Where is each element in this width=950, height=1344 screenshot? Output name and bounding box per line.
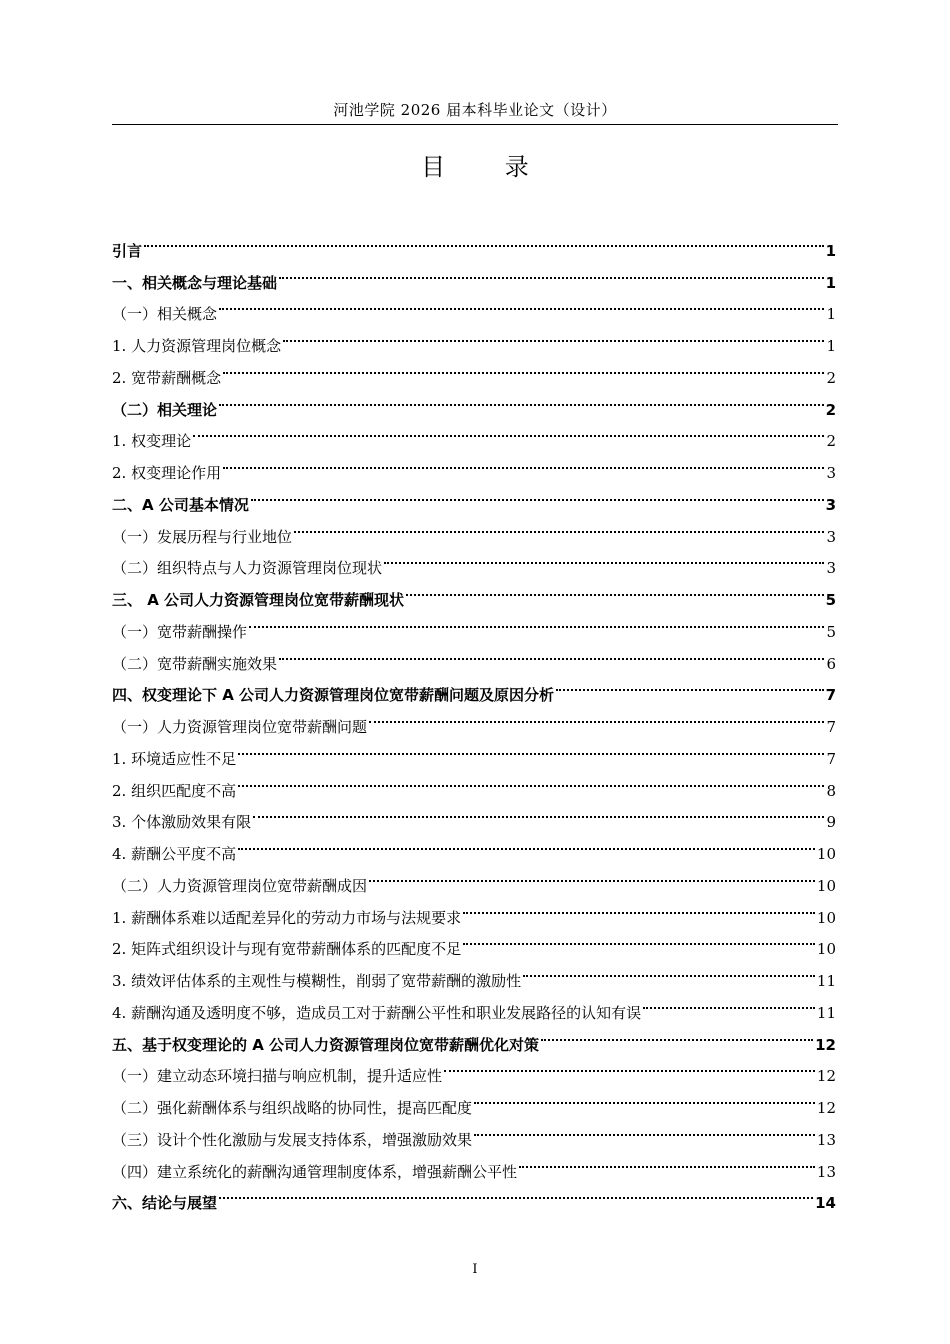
toc-leader-dots (369, 859, 815, 891)
toc-entry-label: 1. 环境适应性不足 (112, 749, 237, 768)
toc-leader-dots (219, 288, 824, 320)
toc-entry-page: 3 (826, 559, 836, 578)
toc-entry-label: 4. 薪酬公平度不高 (112, 845, 237, 863)
toc-entry-label: 3. 绩效评估体系的主观性与模糊性，削弱了宽带薪酬的激励性 (112, 972, 522, 990)
page-number: I (472, 1262, 478, 1277)
toc-entry-page: 13 (816, 1162, 836, 1181)
header-rule (112, 124, 838, 125)
toc-entry-page: 1 (826, 337, 836, 355)
toc-entry-page: 2 (825, 400, 836, 419)
toc-entry-page: 10 (816, 845, 836, 863)
toc-entry-label: 五、基于权变理论的 A 公司人力资源管理岗位宽带薪酬优化对策 (112, 1035, 540, 1054)
toc-leader-dots (556, 669, 824, 701)
toc-entry[interactable] (112, 446, 836, 482)
toc-entry-page: 7 (826, 718, 836, 736)
toc-entry-label: （一）发展历程与行业地位 (112, 527, 293, 546)
toc-entry[interactable] (112, 415, 836, 451)
toc-leader-dots (444, 1050, 815, 1082)
toc-leader-dots (251, 478, 824, 510)
toc-leader-dots (193, 415, 824, 447)
table-of-contents (112, 224, 836, 1213)
toc-entry-label: 4. 薪酬沟通及透明度不够，造成员工对于薪酬公平性和职业发展路径的认知有误 (112, 1003, 642, 1022)
toc-entry[interactable] (112, 319, 836, 355)
toc-entry-label: 2. 组织匹配度不高 (112, 781, 237, 800)
toc-entry-label: （二）强化薪酬体系与组织战略的协同性，提高匹配度 (112, 1099, 473, 1117)
toc-entry-label: （二）相关理论 (112, 400, 218, 419)
toc-title: 目 录 (421, 153, 555, 181)
toc-leader-dots (406, 573, 824, 605)
toc-entry-label: 四、权变理论下 A 公司人力资源管理岗位宽带薪酬问题及原因分析 (112, 686, 555, 705)
toc-leader-dots (219, 1177, 813, 1209)
toc-leader-dots (238, 764, 824, 796)
toc-leader-dots (474, 1113, 815, 1145)
toc-leader-dots (144, 224, 824, 256)
toc-entry-page: 1 (825, 273, 836, 292)
toc-entry-label: 三、 A 公司人力资源管理岗位宽带薪酬现状 (112, 591, 405, 609)
toc-entry-label: （四）建立系统化的薪酬沟通管理制度体系，增强薪酬公平性 (112, 1162, 518, 1181)
toc-leader-dots (238, 827, 815, 859)
toc-entry-page: 12 (816, 1067, 836, 1086)
toc-leader-dots (219, 383, 824, 415)
toc-entry-page: 3 (826, 527, 836, 546)
toc-entry-label: （一）相关概念 (112, 305, 218, 324)
toc-entry-label: 引言 (112, 241, 143, 260)
toc-entry-label: （三）设计个性化激励与发展支持体系，增强激励效果 (112, 1130, 473, 1149)
toc-leader-dots (238, 732, 824, 764)
toc-entry-page: 13 (816, 1130, 836, 1149)
toc-leader-dots (369, 700, 824, 732)
running-header: 河池学院 2026 届本科毕业论文（设计） (333, 101, 617, 119)
toc-leader-dots (519, 1145, 815, 1177)
toc-entry[interactable] (112, 288, 836, 324)
toc-leader-dots (463, 891, 815, 923)
toc-entry-label: （一）人力资源管理岗位宽带薪酬问题 (112, 718, 368, 736)
toc-entry-label: （二）组织特点与人力资源管理岗位现状 (112, 559, 383, 578)
toc-entry-page: 3 (825, 495, 836, 514)
toc-entry-label: 2. 宽带薪酬概念 (112, 368, 222, 387)
toc-entry-label: 1. 人力资源管理岗位概念 (112, 337, 282, 355)
toc-entry-label: 3. 个体激励效果有限 (112, 813, 252, 832)
toc-leader-dots (474, 1081, 815, 1113)
toc-entry-page: 8 (826, 781, 836, 800)
toc-entry-page: 14 (815, 1194, 836, 1213)
toc-entry-page: 2 (826, 432, 836, 451)
toc-entry-label: 六、结论与展望 (112, 1194, 218, 1213)
toc-entry-label: 2. 矩阵式组织设计与现有宽带薪酬体系的匹配度不足 (112, 940, 462, 959)
toc-entry-label: （一）宽带薪酬操作 (112, 622, 248, 641)
toc-entry-page: 11 (816, 972, 836, 990)
toc-leader-dots (294, 510, 824, 542)
toc-entry-page: 7 (825, 686, 836, 705)
toc-entry-page: 5 (825, 591, 836, 609)
toc-entry-page: 12 (815, 1035, 836, 1054)
toc-leader-dots (384, 542, 824, 574)
toc-entry[interactable] (112, 1177, 836, 1213)
toc-leader-dots (249, 605, 824, 637)
toc-leader-dots (279, 256, 824, 288)
toc-entry-page: 1 (826, 305, 836, 324)
toc-leader-dots (541, 1018, 813, 1050)
toc-entry-page: 1 (825, 241, 836, 260)
toc-leader-dots (523, 954, 815, 986)
toc-leader-dots (279, 637, 824, 669)
toc-entry[interactable] (112, 224, 836, 260)
toc-entry-page: 11 (816, 1003, 836, 1022)
toc-entry-page: 7 (826, 749, 836, 768)
toc-leader-dots (223, 446, 824, 478)
toc-entry-page: 10 (816, 876, 836, 895)
toc-entry-label: （二）人力资源管理岗位宽带薪酬成因 (112, 876, 368, 895)
toc-entry-label: 2. 权变理论作用 (112, 464, 222, 482)
toc-entry-label: 二、A 公司基本情况 (112, 495, 249, 514)
toc-entry[interactable] (112, 256, 836, 292)
toc-leader-dots (253, 796, 824, 828)
toc-entry-label: 一、相关概念与理论基础 (112, 273, 278, 292)
toc-entry-page: 3 (826, 464, 836, 482)
toc-entry-page: 2 (826, 368, 836, 387)
toc-entry-page: 10 (816, 940, 836, 959)
toc-entry-label: （一）建立动态环境扫描与响应机制，提升适应性 (112, 1067, 443, 1086)
toc-entry-label: 1. 权变理论 (112, 432, 192, 451)
toc-entry-page: 12 (816, 1099, 836, 1117)
toc-entry-page: 10 (816, 908, 836, 927)
toc-leader-dots (643, 986, 815, 1018)
toc-leader-dots (223, 351, 824, 383)
toc-entry-page: 5 (826, 622, 836, 641)
toc-entry[interactable] (112, 383, 836, 419)
toc-entry-page: 6 (826, 654, 836, 673)
toc-leader-dots (283, 319, 824, 351)
toc-entry-label: （二）宽带薪酬实施效果 (112, 654, 278, 673)
toc-entry-label: 1. 薪酬体系难以适配差异化的劳动力市场与法规要求 (112, 908, 462, 927)
toc-leader-dots (463, 923, 815, 955)
toc-entry-page: 9 (826, 813, 836, 832)
